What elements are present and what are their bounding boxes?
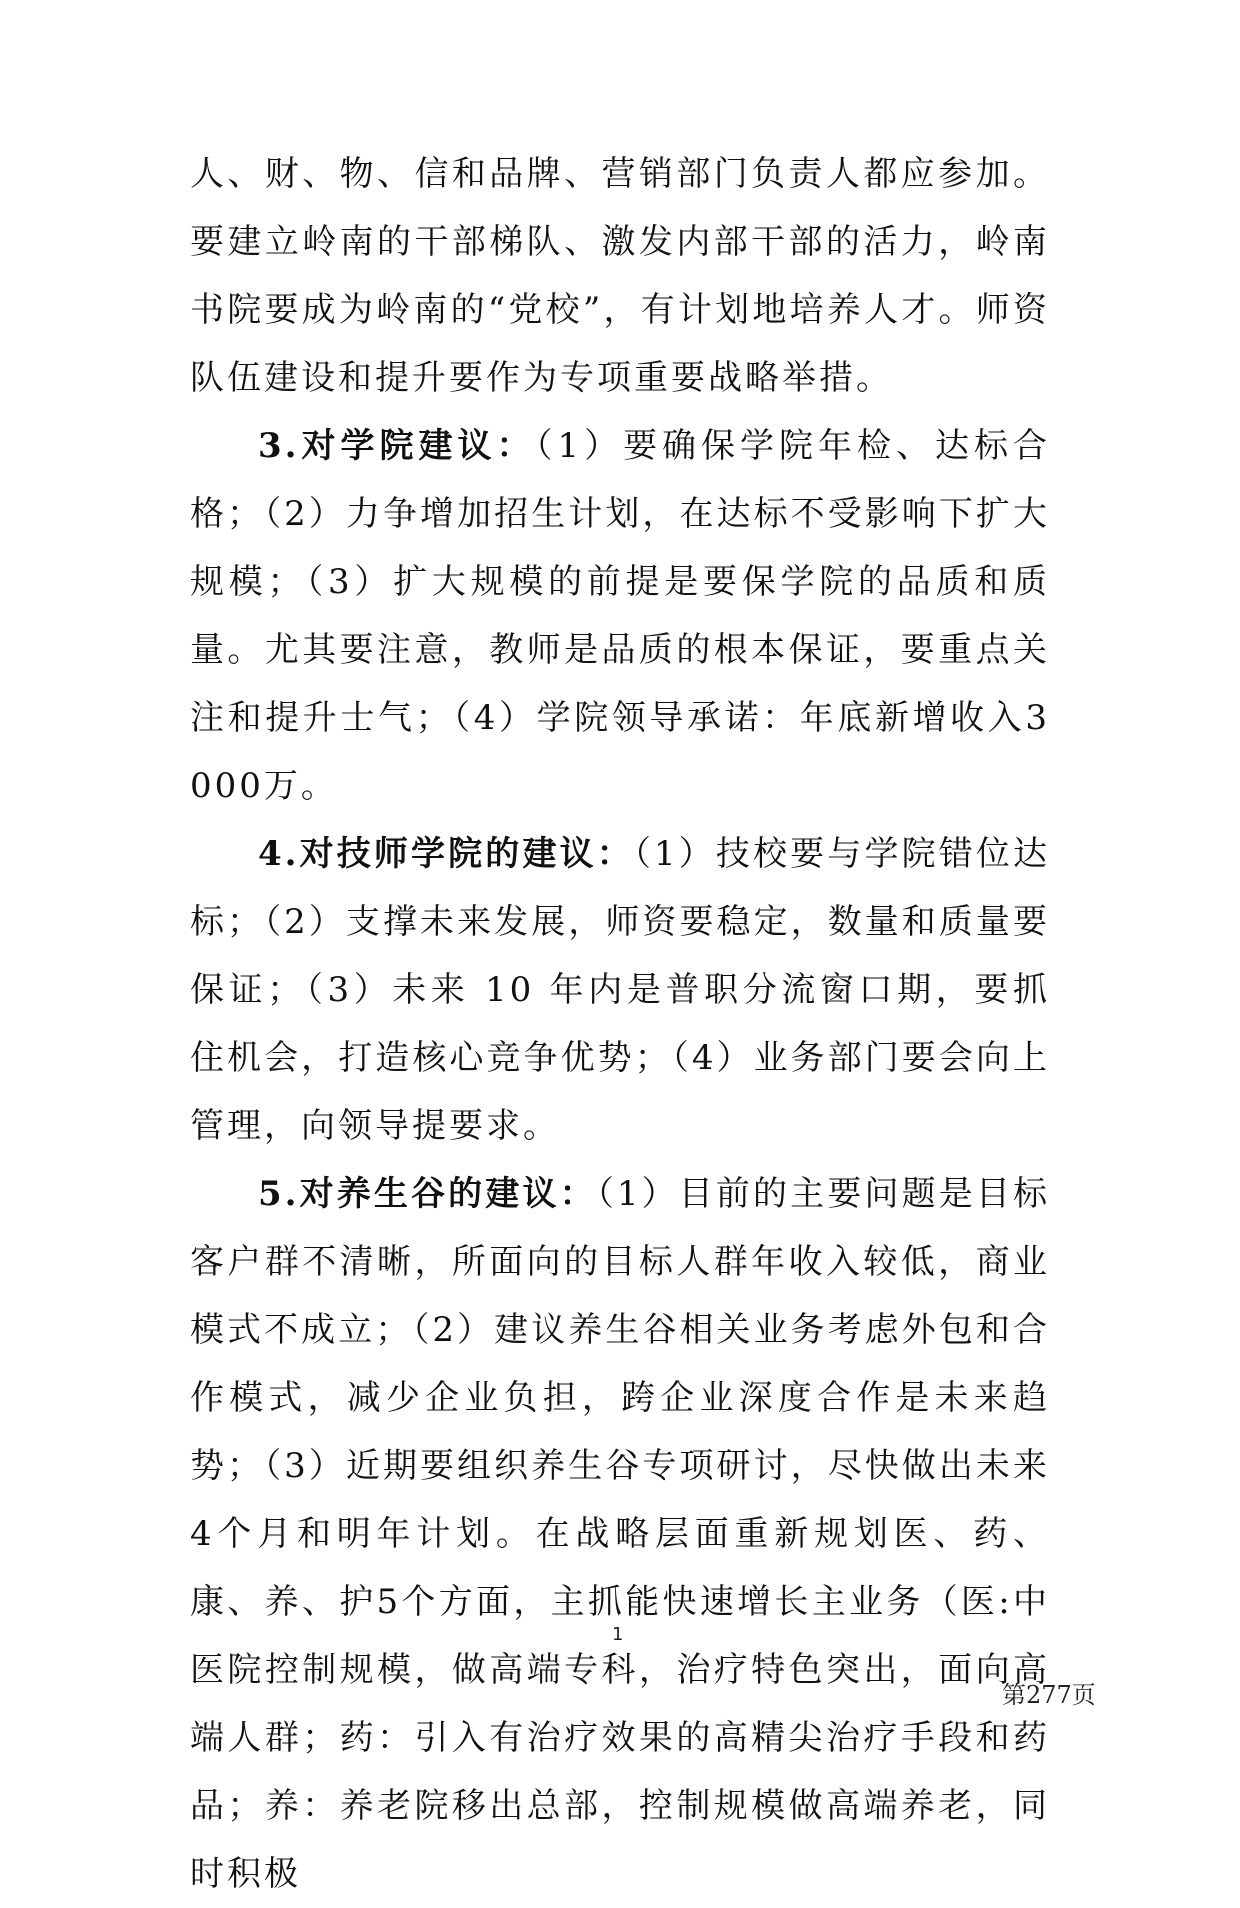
- paragraph-text: 人、财、物、信和品牌、营销部门负责人都应参加。要建立岭南的干部梯队、激发内部干部的活力，岭南书院要成为岭南的“党校”，有计划地培养人才。师资队伍建设和提升要作为专项重要战略举措。: [190, 154, 1050, 398]
- paragraph-heading: 4.对技师学院的建议：: [258, 834, 634, 874]
- page-number: 第277页: [1002, 1681, 1096, 1709]
- paragraph-continuation: [190, 140, 1050, 412]
- paragraph-heading: 3.对学院建议：: [258, 426, 536, 466]
- paragraph-heading: 5.对养生谷的建议：: [258, 1174, 597, 1214]
- paragraph-text: （1）要确保学院年检、达标合格；（2）力争增加招生计划，在达标不受影响下扩大规模；（3）扩大规模的前提是要保学院的品质和质量。尤其要注意，教师是品质的根本保证，要重点关注和提升士气；（4）学院领导承诺：年底新增收入3000万。: [190, 426, 1050, 806]
- paragraph-health-valley-advice: [190, 1160, 1050, 1908]
- paragraph-technician-college-advice: [190, 820, 1050, 1160]
- paragraph-text: （1）技校要与学院错位达标；（2）支撑未来发展，师资要稳定，数量和质量要保证；（3）未来 10 年内是普职分流窗口期，要抓住机会，打造核心竞争优势；（4）业务部门要会向上管理，向领导提要求。: [190, 834, 1050, 1146]
- paragraph-college-advice: [190, 412, 1050, 820]
- page-footer-mark: 1: [612, 1624, 624, 1645]
- paragraph-text: （1）目前的主要问题是目标客户群不清晰，所面向的目标人群年收入较低，商业模式不成立；（2）建议养生谷相关业务考虑外包和合作模式，减少企业负担，跨企业深度合作是未来趋势；（3）近期要组织养生谷专项研讨，尽快做出未来4个月和明年计划。在战略层面重新规划医、药、康、养、护5个方面，主抓能快速增长主业务（医:中医院控制规模，做高端专科，治疗特色突出，面向高端人群；药：引入有治疗效果的高精尖治疗手段和药品；养：养老院移出总部，控制规模做高端养老，同时积极: [190, 1174, 1050, 1894]
